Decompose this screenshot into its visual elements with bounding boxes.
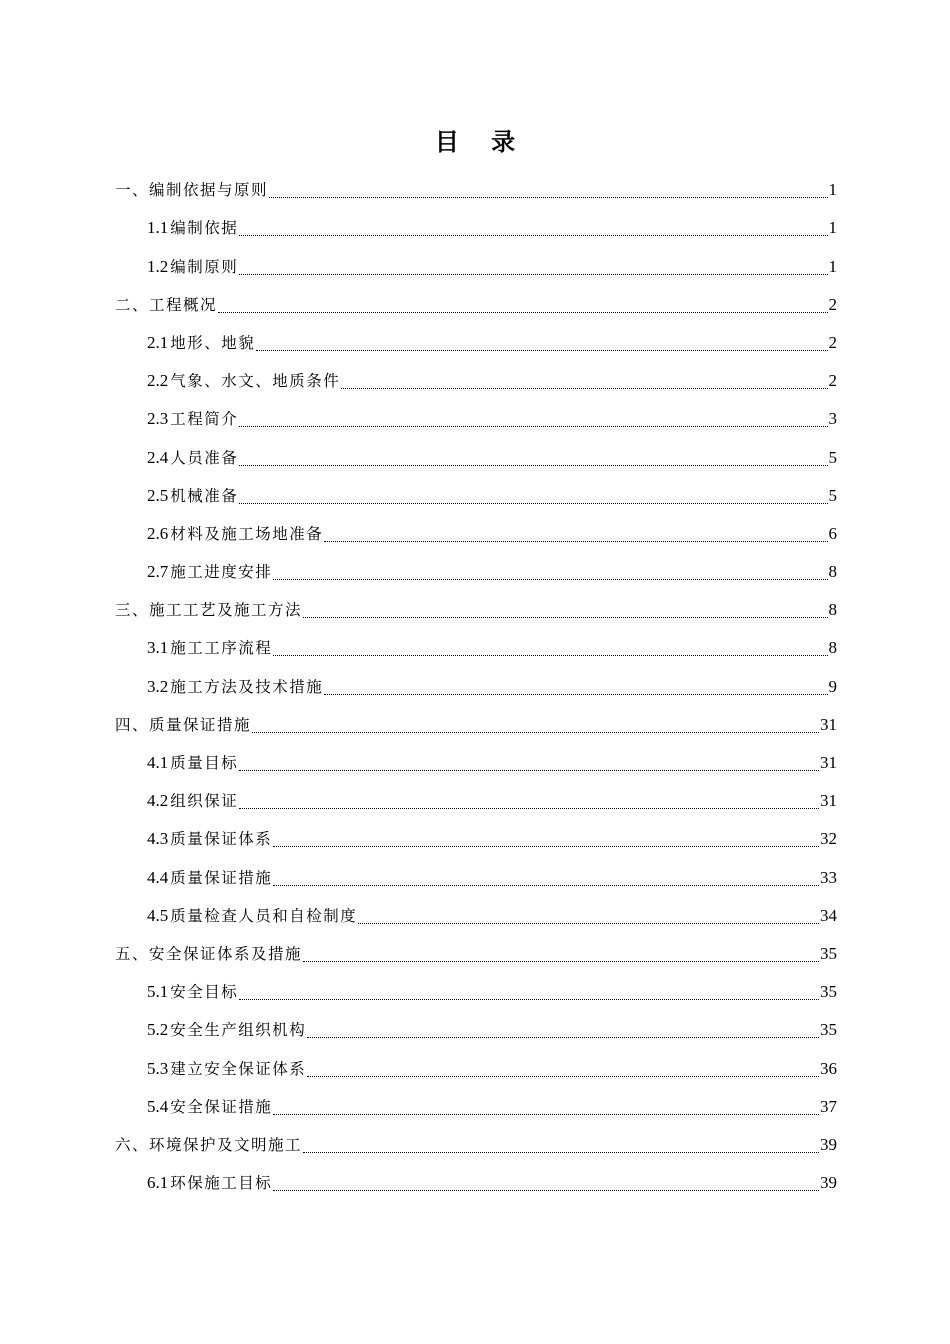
toc-entry-text: [147, 362, 340, 400]
toc-page-number: 3: [828, 409, 837, 429]
toc-subsection-entry[interactable]: [115, 1088, 837, 1126]
toc-entry-text: [147, 209, 238, 247]
toc-entry-label: 地形、地貌: [170, 333, 256, 352]
toc-dot-leader: [307, 1037, 819, 1038]
toc-page-number: 1: [828, 218, 837, 238]
toc-entry-label: 施工工序流程: [170, 639, 273, 658]
toc-entry-text: [147, 1164, 272, 1202]
toc-page-number: 35: [820, 1020, 837, 1040]
toc-dot-leader: [273, 1190, 819, 1191]
toc-dot-leader: [269, 197, 827, 198]
toc-entry-number: 3.2: [147, 676, 169, 696]
toc-entry-text: [115, 706, 251, 744]
toc-entry-text: [147, 553, 272, 591]
toc-entry-label: 施工进度安排: [170, 563, 273, 582]
toc-entry-text: [147, 897, 357, 935]
toc-entry-text: [147, 629, 272, 667]
toc-entry-label: 六、环境保护及文明施工: [115, 1135, 303, 1154]
toc-entry-label: 环保施工目标: [170, 1174, 273, 1193]
toc-dot-leader: [324, 541, 827, 542]
toc-dot-leader: [273, 1114, 819, 1115]
toc-dot-leader: [358, 923, 819, 924]
toc-dot-leader: [239, 274, 827, 275]
toc-entry-label: 质量目标: [170, 754, 239, 772]
toc-entry-text: [147, 1011, 306, 1049]
toc-entry-number: 3.1: [147, 638, 169, 658]
toc-entry-text: [147, 1088, 272, 1126]
toc-page-number: 1: [828, 180, 837, 200]
toc-subsection-entry[interactable]: [115, 477, 837, 515]
toc-dot-leader: [273, 885, 819, 886]
toc-page-number: 36: [820, 1058, 837, 1078]
toc-entry-label: 二、工程概况: [115, 295, 218, 314]
toc-dot-leader: [252, 732, 819, 733]
toc-dot-leader: [324, 694, 827, 695]
toc-section-entry[interactable]: [115, 171, 837, 209]
toc-entry-label: 工程简介: [170, 410, 239, 429]
toc-subsection-entry[interactable]: [115, 362, 837, 400]
toc-page-number: 32: [820, 829, 837, 849]
toc-entry-number: 2.3: [147, 409, 169, 429]
toc-subsection-entry[interactable]: [115, 553, 837, 591]
toc-subsection-entry[interactable]: [115, 629, 837, 667]
toc-entry-label: 气象、水文、地质条件: [170, 372, 341, 391]
toc-dot-leader: [273, 655, 827, 656]
toc-entry-number: 6.1: [147, 1173, 169, 1193]
toc-entry-text: [147, 248, 238, 286]
toc-entry-label: 机械准备: [170, 486, 239, 505]
toc-dot-leader: [273, 579, 827, 580]
toc-entry-label: 安全生产组织机构: [170, 1021, 307, 1040]
toc-entry-label: 材料及施工场地准备: [170, 524, 324, 543]
toc-entry-label: 建立安全保证体系: [170, 1059, 307, 1078]
toc-subsection-entry[interactable]: [115, 247, 837, 285]
toc-entry-number: 2.6: [147, 523, 169, 543]
toc-dot-leader: [239, 808, 819, 809]
toc-entry-text: [147, 782, 238, 820]
toc-entry-number: 4.5: [147, 905, 169, 925]
toc-section-entry[interactable]: [115, 591, 837, 629]
toc-subsection-entry[interactable]: [115, 515, 837, 553]
toc-entry-text: [115, 171, 268, 209]
toc-page-number: 6: [828, 523, 837, 543]
toc-entry-label: 质量检查人员和自检制度: [170, 906, 358, 925]
toc-entry-label: 人员准备: [170, 448, 239, 467]
toc-page-number: 33: [820, 867, 837, 887]
toc-dot-leader: [239, 235, 827, 236]
toc-entry-text: [147, 515, 323, 553]
toc-subsection-entry[interactable]: [115, 1011, 837, 1049]
toc-dot-leader: [239, 465, 827, 466]
toc-entry-text: [147, 859, 272, 897]
toc-page-number: 5: [828, 447, 837, 467]
toc-page-number: 35: [820, 943, 837, 963]
toc-entry-number: 5.4: [147, 1096, 169, 1116]
toc-page-number: 2: [828, 332, 837, 352]
toc-subsection-entry[interactable]: [115, 973, 837, 1011]
toc-subsection-entry[interactable]: [115, 667, 837, 705]
toc-entry-label: 三、施工工艺及施工方法: [115, 601, 303, 620]
toc-dot-leader: [307, 1076, 819, 1077]
toc-subsection-entry[interactable]: [115, 1049, 837, 1087]
toc-dot-leader: [341, 388, 827, 389]
toc-entry-number: 5.3: [147, 1058, 169, 1078]
toc-entry-number: 4.4: [147, 867, 169, 887]
toc-dot-leader: [303, 617, 827, 618]
toc-entry-number: 5.2: [147, 1020, 169, 1040]
toc-entry-label: 质量保证体系: [170, 830, 273, 849]
toc-entry-number: 1.2: [147, 256, 169, 276]
toc-section-entry[interactable]: [115, 1126, 837, 1164]
toc-entry-number: 4.3: [147, 829, 169, 849]
toc-page-number: 39: [820, 1173, 837, 1193]
toc-entry-text: [147, 668, 323, 706]
toc-entry-label: 安全目标: [170, 983, 239, 1002]
toc-entry-text: [147, 439, 238, 477]
toc-entry-label: 编制依据: [170, 219, 239, 238]
toc-title: 目 录: [434, 128, 528, 156]
toc-entry-number: 4.1: [147, 753, 169, 772]
toc-dot-leader: [273, 846, 819, 847]
toc-page-number: 37: [820, 1096, 837, 1116]
toc-entry-number: 2.7: [147, 562, 169, 582]
toc-entry-number: 1.1: [147, 218, 169, 238]
toc-entry-label: 质量保证措施: [170, 868, 273, 887]
toc-page-number: 39: [820, 1134, 837, 1154]
toc-entry-text: [147, 744, 238, 782]
toc-entry-label: 四、质量保证措施: [115, 715, 252, 734]
toc-entry-label: 编制原则: [170, 257, 239, 276]
toc-entry-text: [115, 286, 217, 324]
toc-page-number: 34: [820, 905, 837, 925]
toc-entry-label: 组织保证: [170, 792, 239, 811]
toc-page-number: 31: [820, 791, 837, 811]
toc-entry-number: 4.2: [147, 791, 169, 811]
toc-dot-leader: [303, 1152, 819, 1153]
toc-list: [115, 171, 837, 1202]
toc-entry-number: 2.2: [147, 371, 169, 391]
toc-page-number: 8: [828, 600, 837, 620]
toc-dot-leader: [239, 503, 827, 504]
toc-subsection-entry[interactable]: [115, 400, 837, 438]
toc-page-number: 9: [828, 676, 837, 696]
toc-dot-leader: [239, 999, 819, 1000]
toc-entry-number: 2.4: [147, 447, 169, 467]
toc-section-entry[interactable]: [115, 706, 837, 744]
toc-subsection-entry[interactable]: [115, 897, 837, 935]
toc-subsection-entry[interactable]: [115, 324, 837, 362]
toc-subsection-entry[interactable]: [115, 209, 837, 247]
toc-entry-text: [147, 1050, 306, 1088]
toc-subsection-entry[interactable]: [115, 820, 837, 858]
toc-page-number: 31: [820, 753, 837, 772]
toc-entry-label: 安全保证措施: [170, 1097, 273, 1116]
toc-entry-number: 2.5: [147, 485, 169, 505]
toc-page-number: 1: [828, 256, 837, 276]
toc-dot-leader: [256, 350, 827, 351]
toc-page-number: 31: [820, 714, 837, 734]
toc-page-number: 8: [828, 562, 837, 582]
toc-subsection-entry[interactable]: [115, 858, 837, 896]
toc-entry-text: [147, 973, 238, 1011]
toc-entry-text: [147, 324, 255, 362]
toc-dot-leader: [239, 426, 827, 427]
toc-entry-text: [147, 477, 238, 515]
toc-page-number: 2: [828, 371, 837, 391]
toc-page-number: 5: [828, 485, 837, 505]
toc-page-number: 8: [828, 638, 837, 658]
toc-dot-leader: [303, 961, 819, 962]
toc-section-entry[interactable]: [115, 935, 837, 973]
toc-entry-text: [115, 1126, 302, 1164]
toc-subsection-entry[interactable]: [115, 438, 837, 476]
toc-section-entry[interactable]: [115, 286, 837, 324]
toc-entry-text: [147, 400, 238, 438]
toc-entry-number: 5.1: [147, 982, 169, 1002]
toc-page-number: 35: [820, 982, 837, 1002]
toc-entry-label: 施工方法及技术措施: [170, 677, 324, 696]
toc-entry-number: 2.1: [147, 332, 169, 352]
toc-dot-leader: [239, 770, 819, 771]
toc-page-number: 2: [828, 294, 837, 314]
toc-entry-label: 一、编制依据与原则: [115, 181, 269, 200]
toc-dot-leader: [218, 312, 827, 313]
toc-entry-text: [147, 820, 272, 858]
toc-entry-text: [115, 591, 302, 629]
toc-subsection-entry[interactable]: [115, 782, 837, 820]
toc-subsection-entry[interactable]: [115, 744, 837, 782]
toc-entry-text: [115, 935, 302, 973]
toc-entry-label: 五、安全保证体系及措施: [115, 944, 303, 963]
toc-subsection-entry[interactable]: [115, 1164, 837, 1202]
